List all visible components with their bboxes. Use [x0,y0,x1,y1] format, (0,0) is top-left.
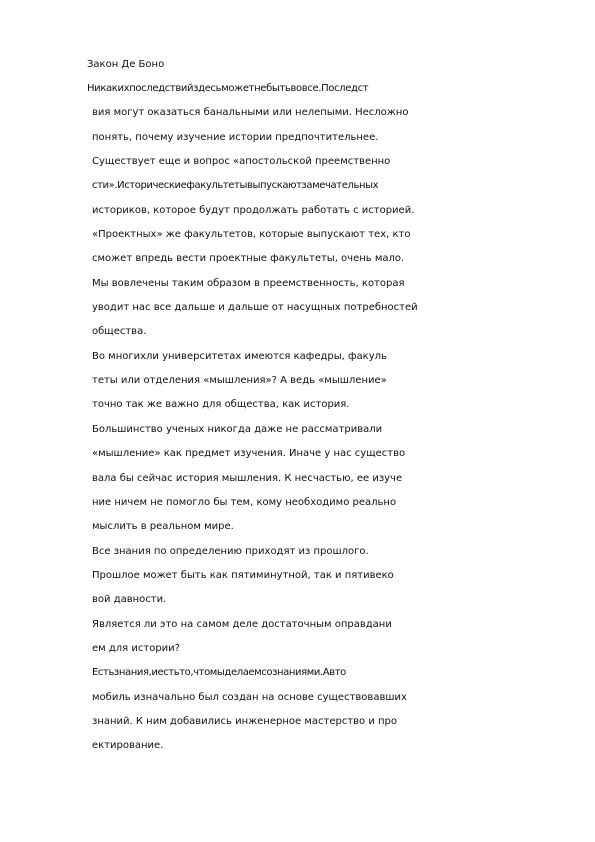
text-line: точно так же важно для общества, как история. [92,399,350,411]
text-line: историков, которое будут продолжать работать с историей. [92,204,415,216]
text-line: вала бы сейчас история мышления. К несчастью, ее изуче [92,472,403,484]
text-line: вой давности. [92,594,167,606]
text-line: Существует еще и вопрос «апостольской преемственно [92,156,391,168]
text-line: «Проектных» же факультетов, которые выпускают тех, кто [92,229,411,241]
document-body [0,82,595,764]
text-line: Мы вовлечены таким образом в преемственность, которая [92,277,405,289]
text-line: ектирование. [92,740,164,752]
text-line: Во многихли университетах имеются кафедры, факуль [92,350,387,362]
text-line: общества. [92,326,147,338]
text-line: уводит нас все дальше и дальше от насущных потребностей [92,302,418,314]
document-title: Закон Де Боно [87,59,165,70]
text-line: мобиль изначально был создан на основе существовавших [92,691,407,703]
text-line: сможет впредь вести проектные факультеты, очень мало. [92,253,405,265]
text-line: понять, почему изучение истории предпочтительнее. [92,131,379,143]
text-line: Естьзнания,иестьто,чтомыделаемсознаниями.Авто [92,667,346,679]
text-line: Большинство ученых никогда даже не рассматривали [92,423,383,435]
text-line: «мышление» как предмет изучения. Иначе у нас существо [92,448,406,460]
text-line: знаний. К ним добавились инженерное мастерство и про [92,715,398,727]
text-line: Все знания по определению приходят из прошлого. [92,545,369,557]
text-line: сти».Историческиефакультетывыпускаютзамечательных [92,180,379,192]
text-line: ем для истории? [92,642,180,654]
text-line: вия могут оказаться банальными или нелепыми. Несложно [92,107,409,119]
text-line: теты или отделения «мышления»? А ведь «мышление» [92,375,387,387]
text-line: ние ничем не помогло бы тем, кому необходимо реально [92,496,397,508]
text-line: Никакихпоследствийздесьможетнебытьвовсе.Последст [87,83,369,94]
text-line: Является ли это на самом деле достаточным оправдани [92,618,392,630]
text-line: мыслить в реальном мире. [92,521,234,533]
text-line: Прошлое может быть как пятиминутной, так и пятивеко [92,569,394,581]
